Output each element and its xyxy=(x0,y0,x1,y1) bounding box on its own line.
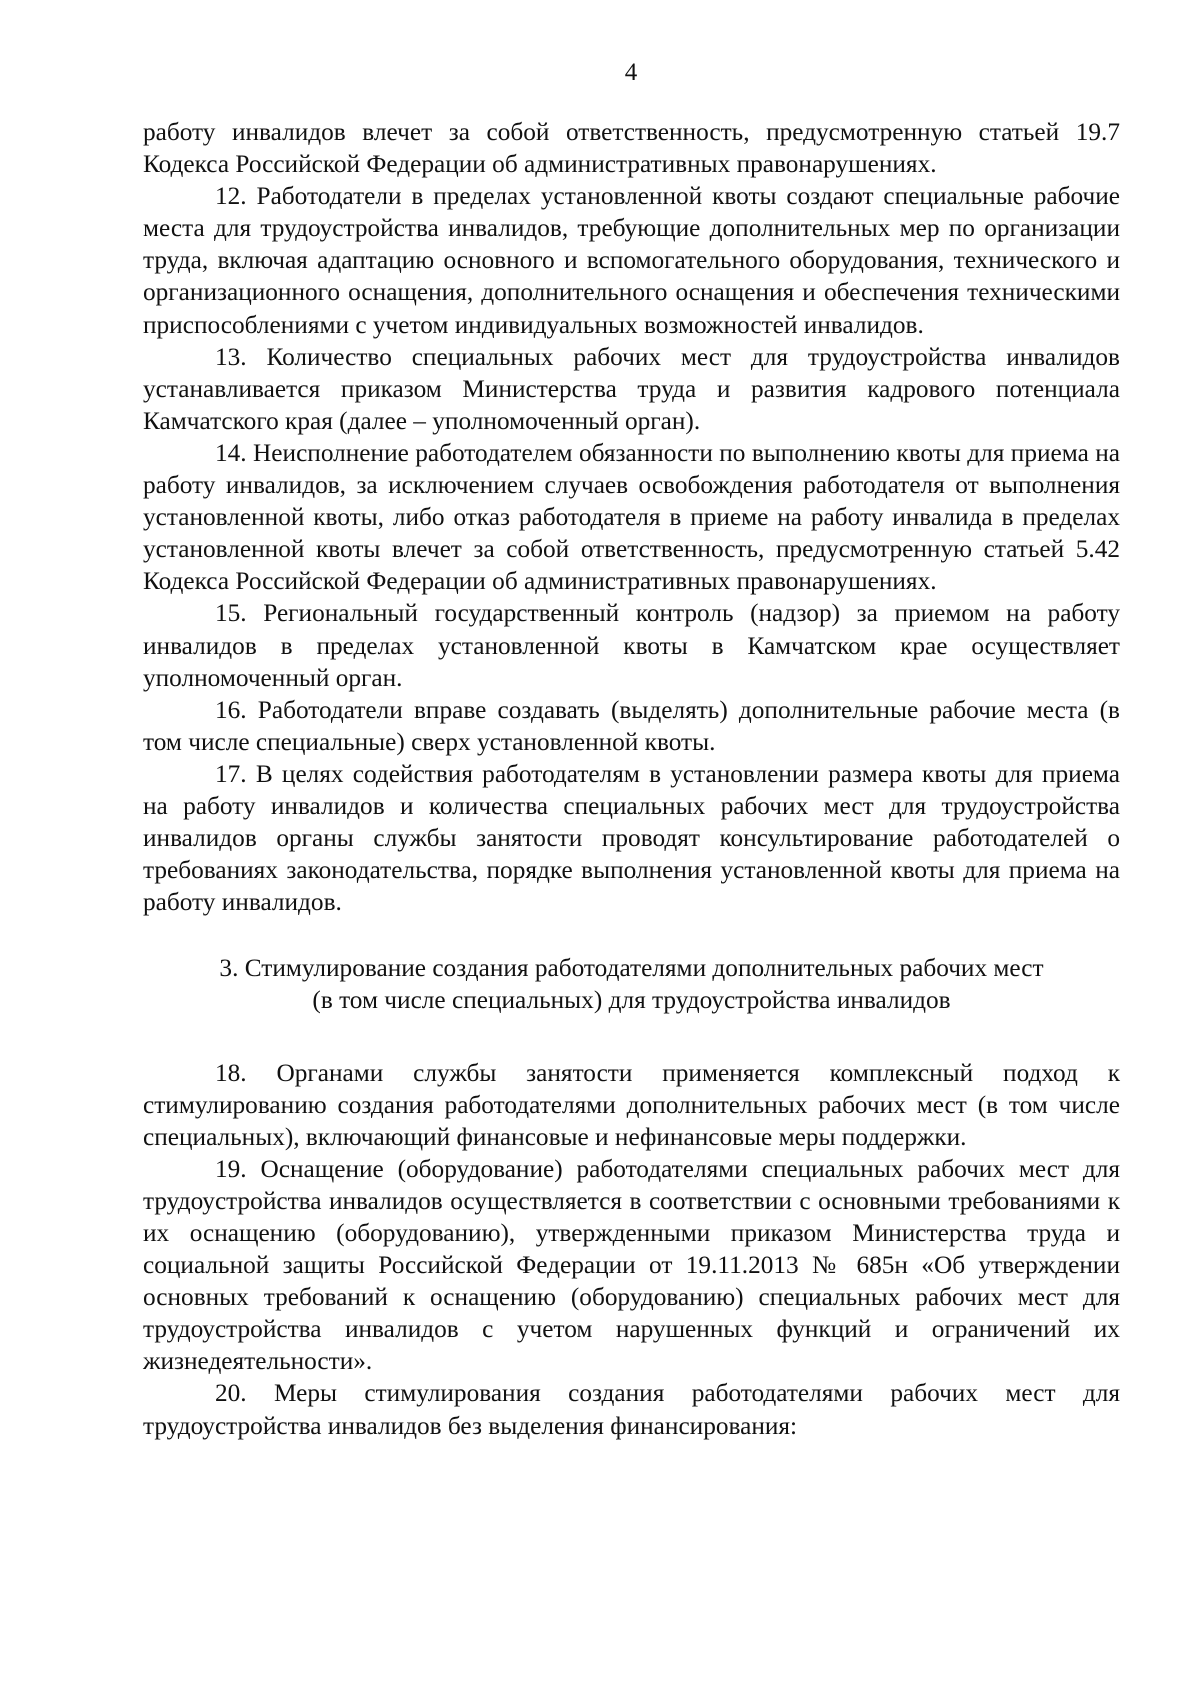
paragraph-15: 15. Региональный государственный контроль (надзор) за приемом на работу инвалидов в пределах установленной квоты в Камчатском крае осуществляет уполномоченный орган. xyxy=(143,599,1120,692)
page-number: 4 xyxy=(624,59,638,86)
paragraph-18: 18. Органами службы занятости применяется комплексный подход к стимулированию создания работодателями дополнительных рабочих мест (в том числе специальных), включающий финансовые и нефинансовые меры поддержки. xyxy=(143,1058,1120,1151)
paragraph-17: 17. В целях содействия работодателям в установлении размера квоты для приема на работу инвалидов и количества специальных рабочих мест для трудоустройства инвалидов органы службы занятости проводят консультирование работодателей о требованиях законодательства, порядке выполнения установленной квоты для приема на работу инвалидов. xyxy=(143,759,1120,917)
paragraph-continued: работу инвалидов влечет за собой ответственность, предусмотренную статьей 19.7 Кодекса Российской Федерации об административных правонарушениях. xyxy=(143,118,1120,179)
section-heading-line-1: 3. Стимулирование создания работодателями дополнительных рабочих мест xyxy=(219,954,1044,983)
paragraph-12: 12. Работодатели в пределах установленной квоты создают специальные рабочие места для трудоустройства инвалидов, требующие дополнительных мер по организации труда, включая адаптацию основного и вспомогательного оборудования, технического и организационного оснащения, дополнительного оснащения и обеспечения техническими приспособлениями с учетом индивидуальных возможностей инвалидов. xyxy=(143,182,1120,339)
paragraph-13: 13. Количество специальных рабочих мест для трудоустройства инвалидов устанавливается приказом Министерства труда и развития кадрового потенциала Камчатского края (далее – уполномоченный орган). xyxy=(143,342,1120,435)
section-heading-line-2: (в том числе специальных) для трудоустройства инвалидов xyxy=(312,986,951,1015)
paragraph-19: 19. Оснащение (оборудование) работодателями специальных рабочих мест для трудоустройства инвалидов осуществляется в соответствии с основными требованиями к их оснащению (оборудованию), утвержденными приказом Министерства труда и социальной защиты Российской Федерации от 19.11.2013 № 685н «Об утверждении основных требований к оснащению (оборудованию) специальных рабочих мест для трудоустройства инвалидов с учетом нарушенных функций и ограничений их жизнедеятельности». xyxy=(143,1154,1120,1376)
paragraph-20: 20. Меры стимулирования создания работодателями рабочих мест для трудоустройства инвалидов без выделения финансирования: xyxy=(143,1379,1120,1440)
document-body xyxy=(143,116,1120,1442)
section-heading-3 xyxy=(143,952,1120,1016)
paragraph-14: 14. Неисполнение работодателем обязанности по выполнению квоты для приема на работу инвалидов, за исключением случаев освобождения работодателя от выполнения установленной квоты, либо отказ работодателя в приеме на работу инвалида в пределах установленной квоты влечет за собой ответственность, предусмотренную статьей 5.42 Кодекса Российской Федерации об административных правонарушениях. xyxy=(143,438,1120,596)
paragraph-16: 16. Работодатели вправе создавать (выделять) дополнительные рабочие места (в том числе специальные) сверх установленной квоты. xyxy=(143,695,1120,756)
